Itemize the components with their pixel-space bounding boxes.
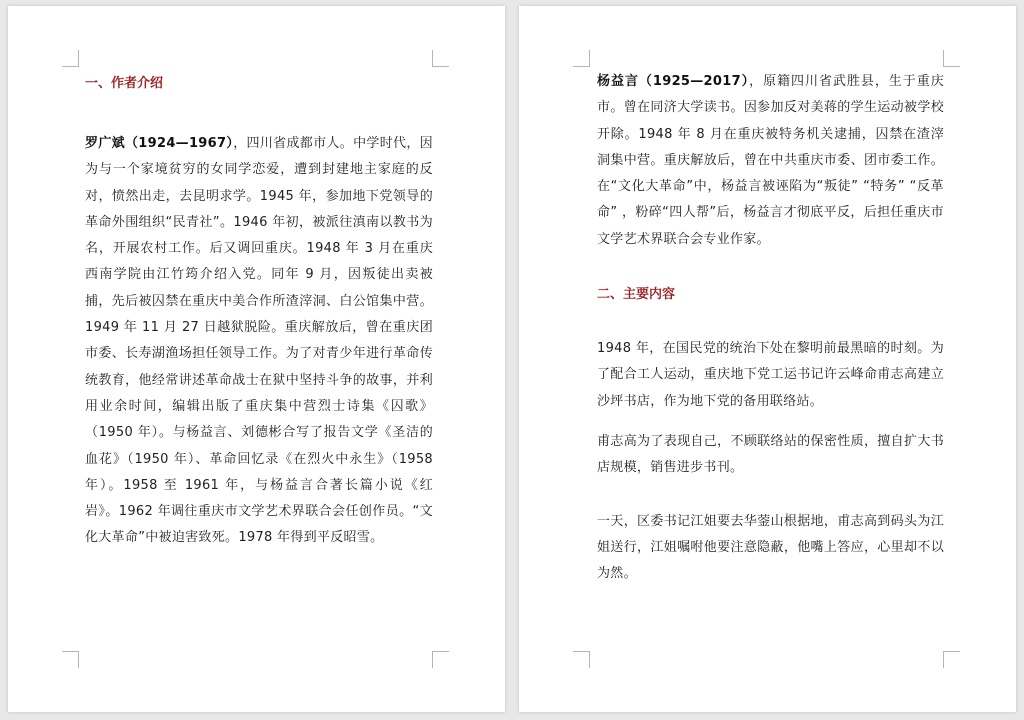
margin-corner-mark-top-left [573, 50, 590, 67]
margin-corner-mark-top-right [943, 50, 960, 67]
author-name-luo-guangbin: 罗广斌（1924—1967） [85, 136, 234, 151]
author-name-yang-yiyan: 杨益言（1925—2017） [597, 74, 750, 89]
content-paragraph-3: 一天，区委书记江姐要去华蓥山根据地，甫志高到码头为江姐送行，江姐嘱咐他要注意隐蔽，他嘴上答应，心里却不以为然。 [597, 513, 944, 582]
author-bio-luo-guangbin: ，四川省成都市人。中学时代，因为与一个家境贫穷的女同学恋爱，遭到封建地主家庭的反对，愤然出走，去昆明求学。1945 年，参加地下党领导的革命外围组织“民青社”。1946 年初，被派往滇南以教书为名，开展农村工作。后又调回重庆。1948 年 3 月在重庆西南学院由江竹筠介绍入党。同年 9 月，因叛徒出卖被捕，先后被囚禁在重庆中美合作所渣滓洞、白公馆集中营。1949 年 11 月 27 日越狱脱险。重庆解放后，曾在重庆团市委、长寿湖渔场担任领导工作。为了对青少年进行革命传统教育，他经常讲述革命战士在狱中坚持斗争的故事，并利用业余时间，编辑出版了重庆集中营烈士诗集《囚歌》（1950 年）。与杨益言、刘德彬合写了报告文学《圣洁的血花》（1950 年）、革命回忆录《在烈火中永生》（1958 年）。1958 至 1961 年，与杨益言合著长篇小说《红岩》。1962 年调往重庆市文学艺术界联合会任创作员。“文化大革命”中被迫害致死。1978 年得到平反昭雪。 [85, 136, 433, 546]
document-page-left[interactable] [8, 6, 505, 712]
content-paragraph-2: 甫志高为了表现自己，不顾联络站的保密性质，擅自扩大书店规模，销售进步书刊。 [597, 433, 944, 476]
margin-corner-mark-bottom-left [573, 651, 590, 668]
margin-corner-mark-bottom-right [943, 651, 960, 668]
page-content[interactable] [85, 69, 433, 552]
margin-corner-mark-top-left [62, 50, 79, 67]
margin-corner-mark-top-right [432, 50, 449, 67]
content-paragraph-1: 1948 年，在国民党的统治下处在黎明前最黑暗的时刻。为了配合工人运动，重庆地下党工运书记许云峰命甫志高建立沙坪书店，作为地下党的备用联络站。 [597, 341, 944, 409]
margin-corner-mark-bottom-left [62, 651, 79, 668]
author-paragraph-yang-yiyan [597, 69, 944, 253]
margin-corner-mark-bottom-right [432, 651, 449, 668]
author-bio-yang-yiyan: ，原籍四川省武胜县，生于重庆市。曾在同济大学读书。因参加反对美蒋的学生运动被学校开除。1948 年 8 月在重庆被特务机关逮捕，囚禁在渣滓洞集中营。重庆解放后，曾在中共重庆市委、团市委工作。在“文化大革命”中，杨益言被诬陷为“叛徒” “特务” “反革命” ，粉碎“四人帮”后，杨益言才彻底平反，后担任重庆市文学艺术界联合会专业作家。 [597, 74, 944, 247]
author-paragraph-luo-guangbin [85, 131, 433, 552]
section-heading-main-content: 二、主要内容 [597, 287, 676, 303]
page-content[interactable] [597, 69, 944, 587]
document-page-right[interactable] [519, 6, 1016, 712]
section-heading-author-intro: 一、作者介绍 [85, 76, 164, 91]
